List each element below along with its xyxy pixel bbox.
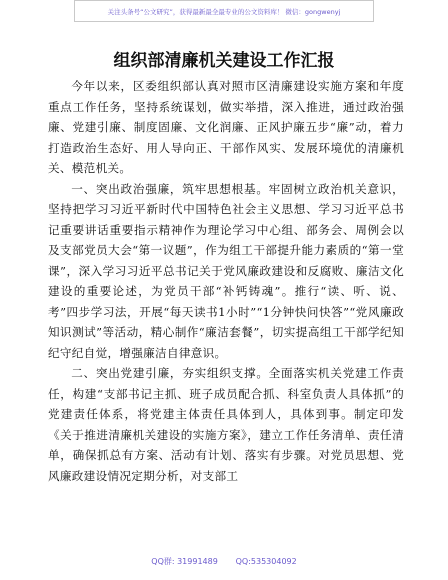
footer-contact: QQ群: 31991489 QQ:535304092 [151, 557, 297, 566]
document-title: 组织部清廉机关建设工作汇报 [113, 51, 335, 71]
paragraph-section-2: 二、突出党建引廉，夯实组织支撑。全面落实机关党建工作责任，构建“支部书记主抓、班子成员配合抓、科室负责人具体抓”的党建责任体系，将党建主体责任具体到人，具体到事。制定印发《关于推进清廉机关建设的实施方案》，建立工作任务清单、责任清单，确保抓总有方案、活动有计划、落实有步骤。对党员思想、党风廉政建设情况定期分析，对支部工 [48, 366, 404, 483]
header-banner [74, 0, 374, 22]
banner-text: 关注头条号“公文研究”，获得最新最全最专业的公文资料库！ 微信：gongwenyj [107, 7, 341, 16]
document-body [48, 76, 404, 486]
paragraph-intro: 今年以来，区委组织部认真对照市区清廉建设实施方案和年度重点工作任务，坚持系统谋划，做实举措，深入推进，通过政治强廉、党建引廉、制度固廉、文化润廉、正风护廉五步“廉”动，着力打造政治生态好、用人导向正、干部作风实、发展环境优的清廉机关、模范机关。 [48, 79, 404, 175]
paragraph-section-1: 一、突出政治强廉，筑牢思想根基。牢固树立政治机关意识，坚持把学习习近平新时代中国特色社会主义思想、学习习近平总书记重要讲话重要指示精神作为理论学习中心组、部务会、周例会以及支部党员大会“第一议题”，作为组工干部提升能力素质的“第一堂课”，深入学习习近平总书记关于党风廉政建设和反腐败、廉洁文化建设的重要论述，为党员干部“补钙铸魂”。推行“读、听、说、考”四步学习法，开展“每天读书1小时”“1分钟快问快答”“党风廉政知识测试”等活动，精心制作“廉洁套餐”，切实提高组工干部学纪知纪守纪自觉，增强廉洁自律意识。 [48, 181, 404, 360]
